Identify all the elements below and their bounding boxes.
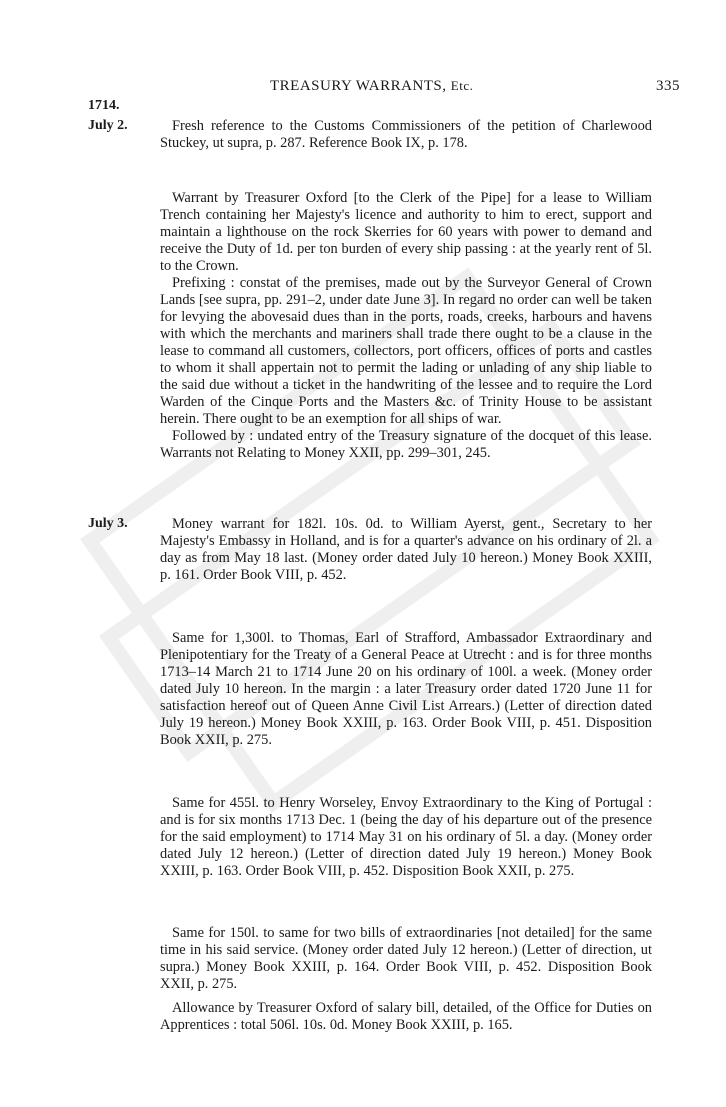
entry-ayerst-warrant bbox=[160, 516, 652, 584]
entry-lighthouse-warrant bbox=[160, 190, 652, 462]
entry-text: Same for 455l. to Henry Worseley, Envoy Extraordinary to the King of Portugal : and is for six months 1713 Dec. 1 (being the day of his departure out of the presence for the said employment) to 1714 May 31 on his ordinary of 5l. a day. (Money order dated July 12 hereon.) (Letter of direction dated July 19 hereon.) Money Book XXIII, p. 163. Order Book VIII, p. 452. Disposition Book XXII, p. 275. bbox=[160, 795, 652, 879]
date-july-3: July 3. bbox=[88, 516, 128, 531]
entry-worseley-warrant bbox=[160, 795, 652, 880]
entry-text: Same for 1,300l. to Thomas, Earl of Strafford, Ambassador Extraordinary and Plenipotentiary for the Treaty of a General Peace at Utrecht : and is for three months 1713–14 March 21 to 1714 June 20 on his ordinary of 100l. a week. (Money order dated July 10 hereon. In the margin : a later Treasury order dated 1720 June 11 for satisfaction hereof out of Queen Anne Civil List Arrears.) (Letter of direction dated July 19 hereon.) Money Book XXIII, p. 163. Order Book VIII, p. 451. Disposition Book XXII, p. 275. bbox=[160, 630, 652, 748]
entry-text: Same for 150l. to same for two bills of extraordinaries [not detailed] for the same time in his said service. (Money order dated July 12 hereon.) (Letter of direction, ut supra.) Money Book XXIII, p. 164. Order Book VIII, p. 452. Disposition Book XXII, p. 275. bbox=[160, 925, 652, 992]
entry-text: Fresh reference to the Customs Commissioners of the petition of Charlewood Stuckey, ut supra, p. 287. Reference Book IX, p. 178. bbox=[160, 118, 652, 151]
entry-prefixing: Prefixing : constat of the premises, made out by the Surveyor General of Crown Lands [see supra, pp. 291–2, under date June 3]. In regard no order can well be taken for levying the abovesaid dues than in the ports, roads, creeks, harbours and havens with which the merchants and mariners shall trade there ought to be a clause in the lease to command all customers, collectors, port officers, offices of ports and castles to whom it shall appertain not to permit the lading or unlading of any ship liable to the said due without a ticket in the handwriting of the lessee and to require the Lord Warden of the Cinque Ports and the Masters &c. of Trinity House to be assistant herein. There ought to be an exemption for all ships of war. bbox=[160, 275, 652, 427]
year-label: 1714. bbox=[88, 98, 120, 113]
entry-followed-by: Followed by : undated entry of the Treasury signature of the docquet of this lease. Warrants not Relating to Money XXII, pp. 299–301, 245. bbox=[160, 428, 652, 461]
entry-text: Allowance by Treasurer Oxford of salary bill, detailed, of the Office for Duties on Apprentices : total 506l. 10s. 0d. Money Book XXIII, p. 165. bbox=[160, 1000, 652, 1033]
entry-text: Money warrant for 182l. 10s. 0d. to William Ayerst, gent., Secretary to her Majesty's Embassy in Holland, and is for a quarter's advance on his ordinary of 2l. a day as from May 18 last. (Money order dated July 10 hereon.) Money Book XXIII, p. 161. Order Book VIII, p. 452. bbox=[160, 516, 652, 583]
running-title: TREASURY WARRANTS, Etc. bbox=[270, 78, 474, 94]
page-number: 335 bbox=[656, 78, 680, 94]
entry-text: Warrant by Treasurer Oxford [to the Clerk of the Pipe] for a lease to William Trench containing her Majesty's licence and authority to him to erect, support and maintain a lighthouse on the rock Skerries for 60 years with power to demand and receive the Duty of 1d. per ton burden of every ship passing : at the yearly rent of 5l. to the Crown. bbox=[160, 190, 652, 274]
date-july-2: July 2. bbox=[88, 118, 128, 133]
entry-extraordinaries bbox=[160, 925, 652, 993]
entry-strafford-warrant bbox=[160, 630, 652, 749]
entry-apprentices-salary bbox=[160, 1000, 652, 1034]
entry-customs-reference bbox=[160, 118, 652, 152]
